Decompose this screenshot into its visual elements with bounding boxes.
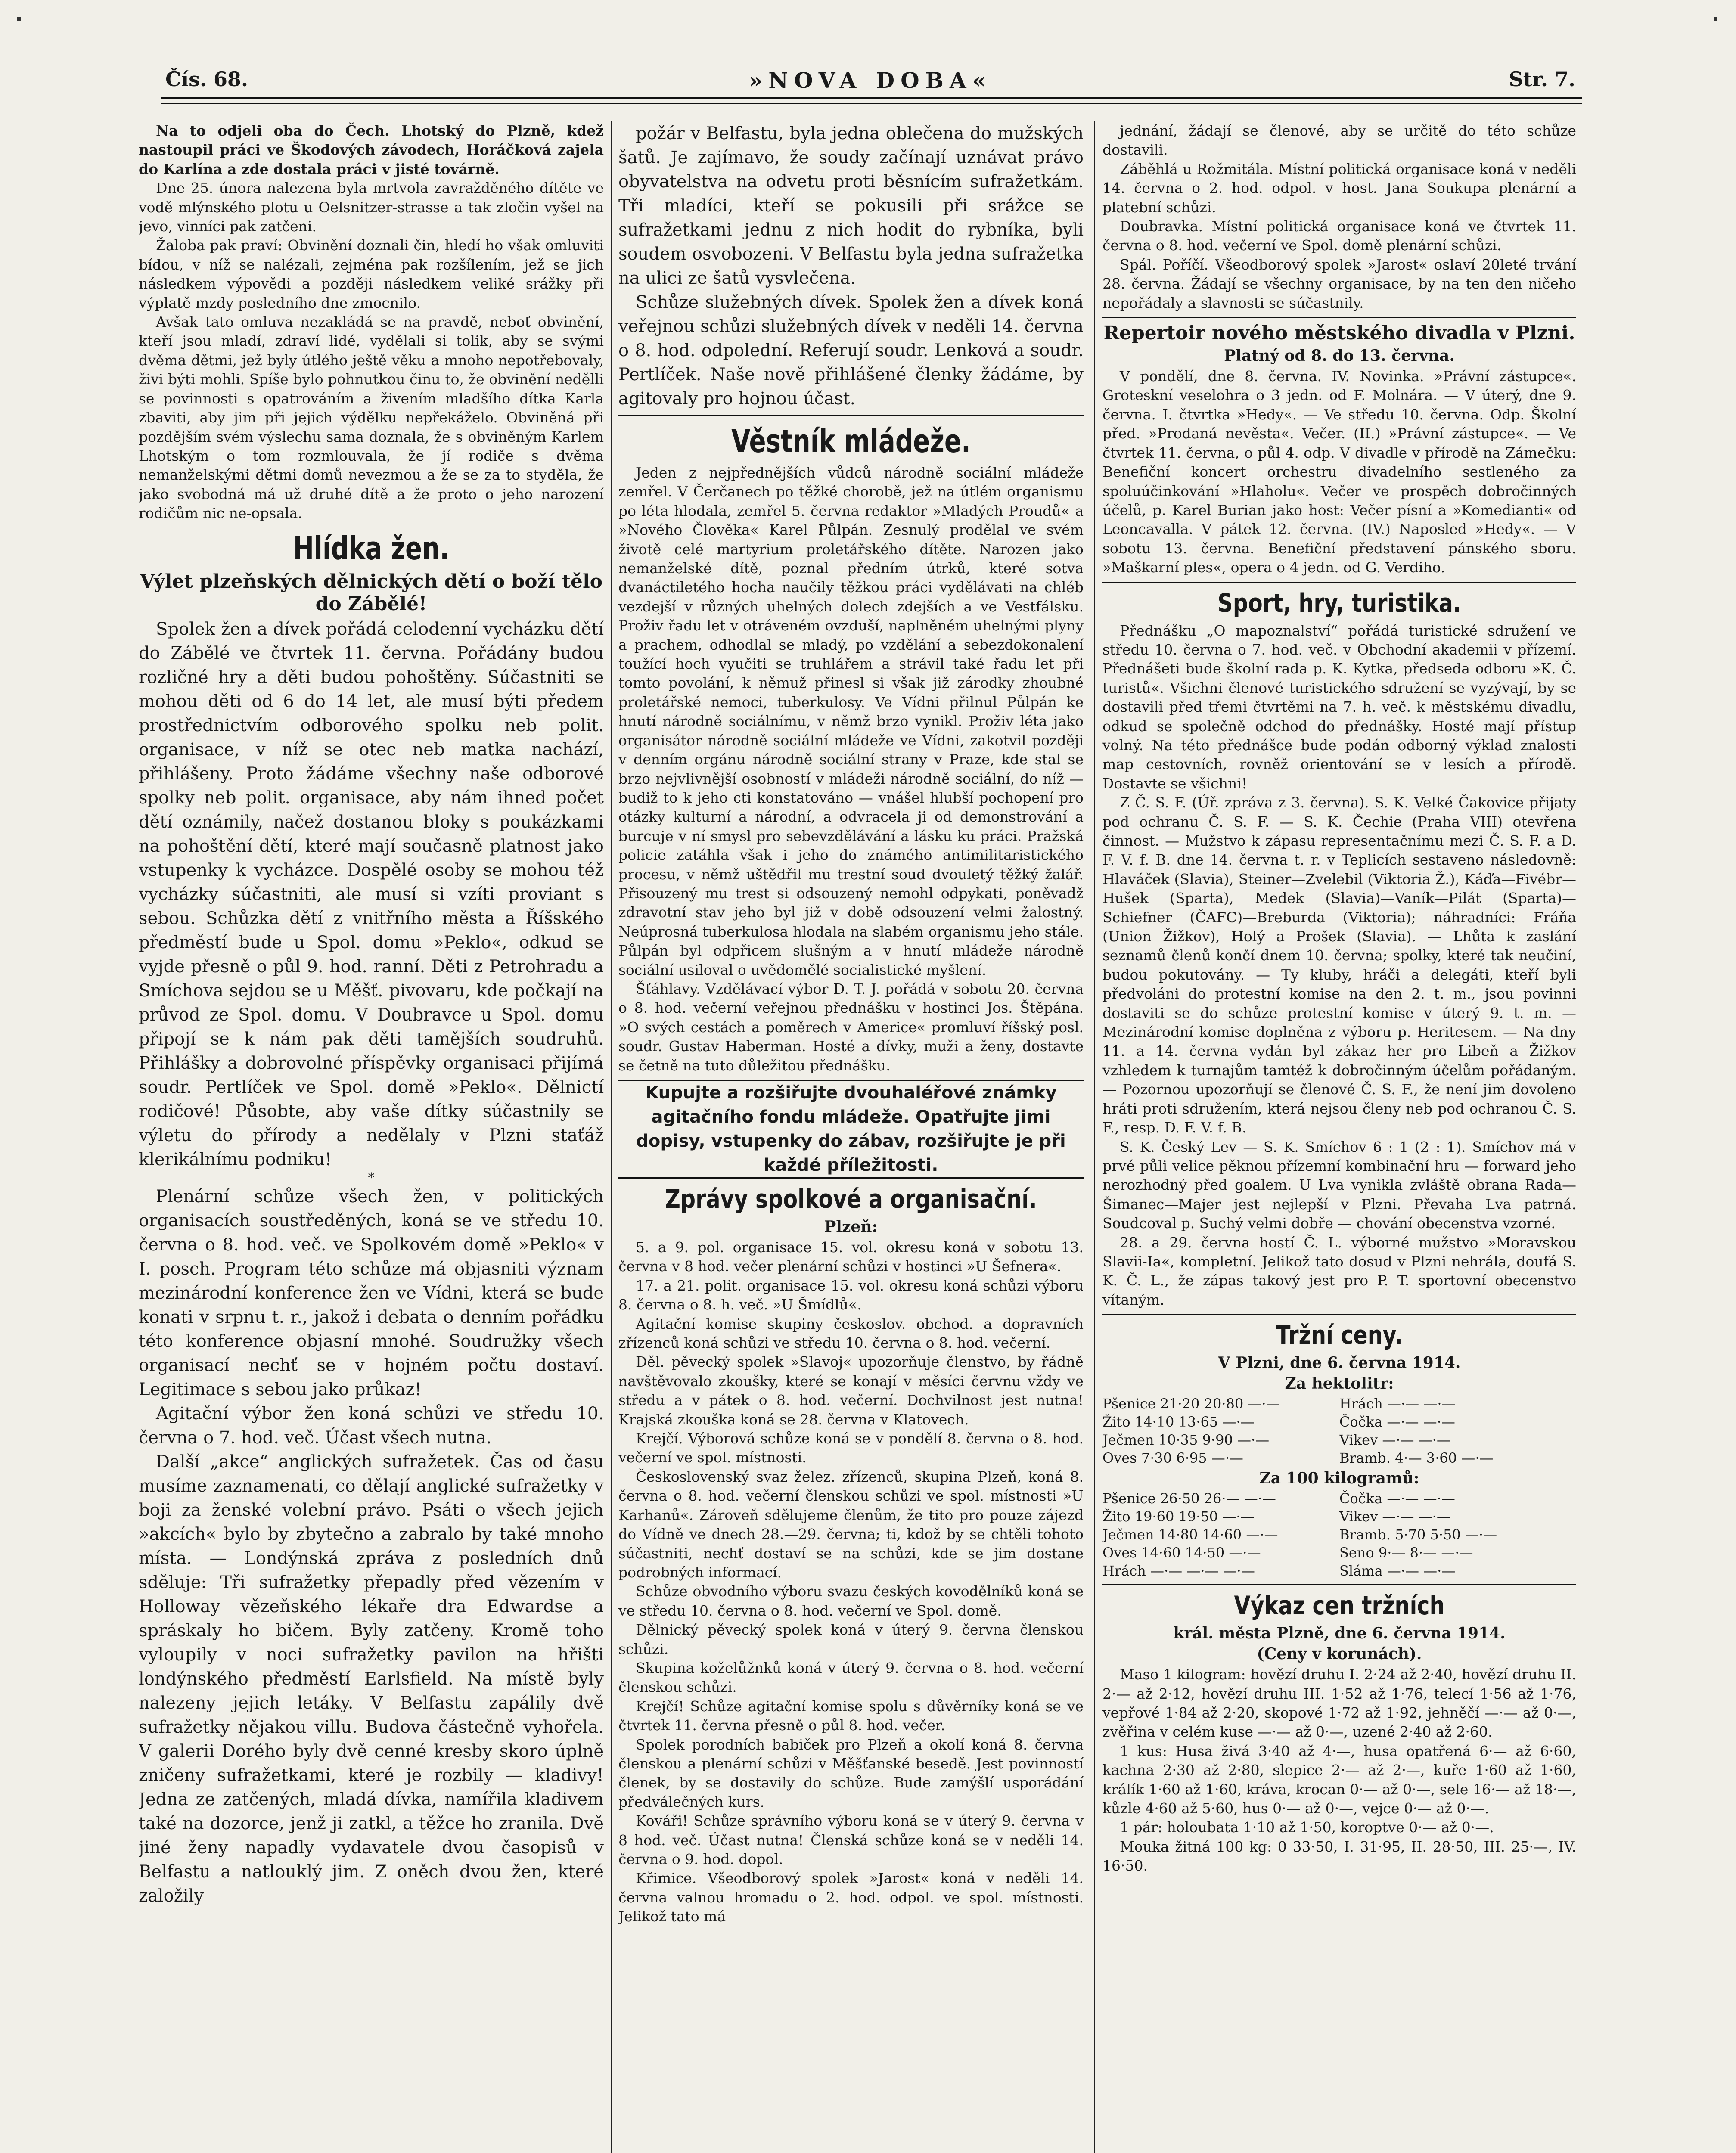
price-table-100kg	[1102, 1489, 1576, 1580]
price-row: Čočka —·— —·—	[1339, 1414, 1455, 1430]
subheading-date: V Plzni, dne 6. června 1914.	[1218, 1354, 1461, 1372]
price-row: Čočka —·— —·—	[1339, 1490, 1455, 1507]
price-row: Žito 14·10 13·65 —·—	[1102, 1414, 1255, 1430]
paragraph: Šťáhlavy. Vzdělávací výbor D. T. J. pořádá v sobotu 20. června o 8. hod. večerní veřejnou přednášku v hostinci Jos. Štěpána. »O svých cestách a poměrech v Americe« promluví říšský posl. soudr. Gustav Haberman. Hosté a dívky, muži a ženy, dostavte se četně na tuto důležitou přednášku.	[618, 980, 1084, 1074]
page-number: Str. 7.	[1509, 68, 1575, 91]
masthead	[165, 68, 1575, 98]
scan-registration-mark	[17, 17, 21, 21]
paragraph: Skupina koželůžnků koná v úterý 9. června o 8. hod. večerní členskou schůzi.	[618, 1659, 1084, 1696]
paragraph: Avšak tato omluva nezakládá se na pravdě, neboť obvinění, kteří jsou mladí, zdraví lidé, vydělali si tolik, aby se svými dvěma dětmi, jež byly útlého ještě věku a mnoho nepotřebovaly, živi býti mohli. Spíše bylo pohnutkou činu to, že obvinění nedělli se povinnosti s opatrováním a živením mladšího dítka Karla zbaviti, aby jim při jejich výdělku nepřekáželo. Obviněná při pozdějším svém výslechu sama doznala, že s obviněným Karlem Lhotským o tom rozmlouvala, že jí rodiče s dvěma nemanželskými dětmi domů nevezmou a že se za to styděla, že jako svobodná má už druhé dítě a že proto o jeho narození rodičům nic ne-opsala.	[139, 313, 604, 522]
subheading-100kg: Za 100 kilogramů:	[1259, 1469, 1419, 1488]
price-row: Oves 14·60 14·50 —·—	[1102, 1545, 1261, 1561]
price-row: Oves 7·30 6·95 —·—	[1102, 1450, 1243, 1467]
price-row: Pšenice 26·50 26·— —·—	[1102, 1490, 1276, 1507]
column-1	[139, 121, 604, 2153]
paragraph: Spolek porodních babiček pro Plzeň a okolí koná 8. června členskou a plenární schůzi v Měšťanské besedě. Jest povinností členek, by se dostavily do schůze. Bude zamýšlí usporádání předválečných kurs.	[618, 1736, 1084, 1810]
paragraph: Dělnický pěvecký spolek koná v úterý 9. června členskou schůzi.	[618, 1621, 1084, 1657]
paragraph: Agitační komise skupiny českoslov. obchod. a dopravních zřízenců koná schůzi ve středu 10. června o 8. hod. večerní.	[618, 1315, 1084, 1352]
paragraph: Jeden z nejpřednějších vůdců národně sociální mládeže zemřel. V Čerčanech po těžké chorobě, jež na útlém organismu po léta hlodala, zemřel 5. června redaktor »Mladých Proudů« a »Nového Člověka« Karel Půlpán. Zesnulý prodělal ve svém životě celé martyrium proletářského dítěte. Narozen jako nemanželské dítě, poznal předním útrků, které sotva dvanáctiletého hocha naučily těžkou práci vydělávati na chléb vezdejší v různých uhelných dolech zdejších a ve Vestfálsku. Proživ řadu let v otráveném ovzduší, naplněném uhelnými plyny a prachem, odhodlal se mladý, po vzdělání a sebezdokonalení toužící hoch vyučiti se truhlářem a strávil také řadu let při tomto povolání, k němuž přinesl si však již zárodky zhoubné proletářské nemoci, tuberkulosy. Ve Vídni přilnul Půlpán ke hnutí národně sociálnímu, v němž brzo vynikl. Proživ léta jako organisátor národně sociální mládeže ve Vídni, zakotvil později v denním orgánu národně sociální strany v Praze, kde stal se brzo nejvlivnější osobností v mládeži národně sociální, do níž — budiž to k jeho cti konstatováno — vnášel hlubší pochopení pro otázky kulturní a národní, a odvracela ji od demonstrování a burcuje v ní smysl pro sebevzdělávání a lásku ku práci. Pražská policie zatáhla však i jeho do známého antimilitaristického procesu, v němž uštědřil mu trestní soud dvouletý těžký žalář. Přisouzený mu trest si odsouzený nemohl odpykati, poněvadž zdravotní stav jeho byl již v době odsouzení velmi žalostný. Neúprosná tuberkulosa hlodala na slabém organismu jeho stále. Půlpán byl odpřicem slušným a v hnutí mládeže národně sociální usiloval o uvědomělé socialistické myšlení.	[618, 464, 1084, 978]
paragraph: 17. a 21. polit. organisace 15. vol. okresu koná schůzi výboru 8. června o 8. h. več. »U Šmídlů«.	[618, 1277, 1084, 1313]
price-row: Vikev —·— —·—	[1339, 1432, 1450, 1449]
price-table-hektolitr	[1102, 1395, 1576, 1467]
paragraph: Agitační výbor žen koná schůzi ve středu 10. června o 7. hod. več. Účast všech nutna.	[139, 1403, 604, 1448]
paragraph: Další „akce“ anglických sufražetek. Čas od času musíme zaznamenati, co dělají anglické sufražetky v boji za ženské volební právo. Psáti o všech jejich »akcích« bylo by zbytečno a zabralo by také mnoho místa. — Londýnská zpráva z posledních dnů sděluje: Tři sufražetky přepadly před vězením v Holloway vězeňského lékaře dra Edwardse a spráskaly ho bičem. Byly zatčeny. Kromě toho vyloupily v noci sufražetky pavilon na hřišti londýnského předměstí Earlsfield. Na místě byly nalezeny jejich letáky. V Belfastu zapálily dvě sufražetky nějakou villu. Budova částečně vyhořela. V galerii Dorého byly dvě cenné kresby skoro úplně zničeny sufražetkami, které je rozbily — kladivy! Jedna ze zatčených, mladá dívka, namířila kladivem také na dozorce, jenž ji zatkl, a těžce ho zranila. Dvě jiné ženy napadly vydavatele dvou časopisů v Belfastu a natlouklý jim. Z oněch dvou žen, které založily	[139, 1452, 604, 1906]
article-heading-vylet: Výlet plzeňských dělnických dětí o boží tělo do Zábělé!	[140, 570, 603, 615]
section-heading-vestnik-mladeze: Věstník mládeže.	[731, 423, 971, 460]
price-table-right	[1339, 1489, 1576, 1580]
paragraph: Kováři! Schůze správního výboru koná se v úterý 9. června v 8 hod. več. Účast nutna! Členská schůze koná se v neděli 14. června o 9. hod. dopol.	[618, 1812, 1084, 1868]
price-row: Ječmen 14·80 14·60 —·—	[1102, 1526, 1278, 1543]
price-row: Žito 19·60 19·50 —·—	[1102, 1508, 1255, 1525]
price-row: Hrách —·— —·— —·—	[1102, 1563, 1255, 1579]
paragraph: Děl. pěvecký spolek »Slavoj« upozorňuje členstvo, by řádně navštěvovalo zkoušky, které se konají v měsíci červnu vždy ve středu a v pátek o 8. hod. večerní. Dochvilnost jest nutna! Krajská zkouška koná se 28. června v Klatovech.	[618, 1353, 1084, 1428]
scan-registration-mark	[1714, 17, 1717, 21]
paragraph: Dne 25. února nalezena byla mrtvola zavražděného dítěte ve vodě mlýnského plotu u Oelsnitzer-strasse a tak zločin vyšel na jevo, vinníci pak zatčeni.	[139, 180, 604, 235]
paragraph: Schůze obvodního výboru svazu českých kovodělníků koná se ve středu 10. června o 8. hod. večerní ve Spol. domě.	[618, 1583, 1084, 1619]
price-row: Pšenice 21·20 20·80 —·—	[1102, 1396, 1280, 1412]
paragraph: Mouka žitná 100 kg: 0 33·50, I. 31·95, II. 28·50, III. 25·—, IV. 16·50.	[1102, 1838, 1576, 1874]
section-heading-repertoir: Repertoir nového městského divadla v Plzni.	[1103, 322, 1575, 344]
price-row: Bramb. 4·— 3·60 —·—	[1339, 1450, 1494, 1467]
paragraph: Schůze služebných dívek. Spolek žen a dívek koná veřejnou schůzi služebných dívek v neděli 14. června o 8. hod. odpolední. Referují soudr. Lenková a soudr. Pertlíček. Naše nově přihlášené členky žádáme, by agitovaly pro hojnou účast.	[618, 292, 1084, 409]
subheading-hektolitr: Za hektolitr:	[1285, 1374, 1394, 1393]
paragraph: 1 kus: Husa živá 3·40 až 4·—, husa opatřená 6·— až 6·60, kachna 2·30 až 2·80, slepice 2·— až 2·—, kuře 1·60 až 1·60, králík 1·60 až 1·60, kráva, krocan 0·— až 0·—, sele 16·— až 18·—, kůzle 4·60 až 5·60, hus 0·— až 0·—, vejce 0·— až 0·—.	[1102, 1742, 1576, 1817]
price-table-left	[1102, 1489, 1339, 1580]
subheading-platny: Platný od 8. do 13. června.	[1224, 347, 1455, 365]
paragraph: Maso 1 kilogram: hovězí druhu I. 2·24 až 2·40, hovězí druhu II. 2·— až 2·12, hovězí druhu III. 1·52 až 1·76, telecí 1·56 až 1·76, vepřové 1·84 až 2·20, skopové 1·72 až 1·92, jehněčí —·— až 0·—, zvěřina v celém kuse —·— až 0·—, uzené 2·40 až 2·60.	[1102, 1666, 1576, 1740]
paragraph: Z Č. S. F. (Úř. zpráva z 3. června). S. K. Velké Čakovice přijaty pod ochranu Č. S. F. — S. K. Čechie (Praha VIII) otevřena činnost. — Mužstvo k zápasu representačnímu mezi Č. S. F. a D. F. V. f. B. dne 14. června t. r. v Teplicích sestaveno následovně: Hlaváček (Slavia), Steiner—Zvelebil (Viktoria Ž.), Káďa—Fivébr—Hušek (Sparta), Medek (Slavia)—Vaník—Pilát (Sparta)—Schiefner (ČAFC)—Breburda (Viktoria); náhradníci: Fráňa (Union Žižkov), Holý a Prošek (Slavia). — Lhůta k zaslání seznamů členů končí dnem 10. června; spolky, které tak neučiní, budou pokutovány. — Ty kluby, hráči a delegáti, kteří byli předvoláni do protestní komise na den 2. t. m., jsou povinni dostaviti se do schůze protestní komise v úterý 9. t. m. — Mezinárodní komise doplněna z výboru p. Heritesem. — Na dny 11. a 14. června vydán byl zákaz her pro Libeň a Žižkov vzhledem k turnajům tamtéž k dobročinným účelům pořádaným. — Pozornou upozorňují se členové Č. S. F., že není jim dovoleno hráti proti sdružením, která nejsou členy neb pod ochranou Č. S. F., resp. D. F. V. f. B.	[1102, 794, 1576, 1136]
column-divider	[611, 121, 612, 2153]
column-2	[618, 121, 1084, 2153]
price-row: Sláma —·— —·—	[1339, 1563, 1456, 1579]
price-table-left	[1102, 1395, 1339, 1467]
price-row: Bramb. 5·70 5·50 —·—	[1339, 1526, 1497, 1543]
paragraph: Spál. Poříčí. Všeodborový spolek »Jarost« oslaví 20leté trvání 28. června. Žádají se všechny organisace, by na ten den ničeho nepořádaly a slavnosti se súčastnily.	[1102, 256, 1576, 311]
paragraph: Přednášku „O mapoznalství“ pořádá turistické sdružení ve středu 10. června o 7. hod. več. v Obchodní akademii v přízemí. Přednášeti bude školní rada p. K. Kytka, předseda odboru »K. Č. turistů«. Všichni členové turistického sdružení se vyzývají, by se dostavili před třemi čtvrtěmi na 7. h. več. k městskému divadlu, odkud se společně odchod do přednášky. Hosté mají přístup volný. Na této přednášce bude podán odborný výklad znalosti map cestovních, rovněž orientování se v lesích a přírodě. Dostavte se všichni!	[1102, 622, 1576, 792]
subheading-ceny: (Ceny v korunách).	[1257, 1645, 1422, 1663]
divider	[1102, 582, 1576, 583]
price-table-right	[1339, 1395, 1576, 1467]
issue-number: Čís. 68.	[165, 68, 248, 91]
column-divider	[1094, 121, 1095, 2153]
separator-star: *	[368, 1170, 375, 1185]
paragraph: 5. a 9. pol. organisace 15. vol. okresu koná v sobotu 13. června v 8 hod. večer plenární schůzi v hostinci »U Šefnera«.	[618, 1239, 1084, 1275]
paragraph: Krejčí! Schůze agitační komise spolu s důvěrníky koná se ve čtvrtek 11. června přesně o půl 8. hod. večer.	[618, 1697, 1084, 1734]
paragraph: Krejčí. Výborová schůze koná se v pondělí 8. června o 8. hod. večerní ve spol. místnosti.	[618, 1430, 1084, 1466]
column-3	[1102, 121, 1576, 2153]
section-heading-sport: Sport, hry, turistika.	[1217, 588, 1461, 618]
divider	[1102, 1584, 1576, 1585]
price-row: Ječmen 10·35 9·90 —·—	[1102, 1432, 1270, 1449]
paragraph: Křimice. Všeodborový spolek »Jarost« koná v neděli 14. června valnou hromadu o 2. hod. odpol. ve spol. místnosti. Jelikož tato má	[618, 1870, 1084, 1925]
agitation-banner: Kupujte a rozšiřujte dvouhaléřové známky agitačního fondu mládeže. Opatřujte jimi dopisy, vstupenky do zábav, rozšiřujte je při každé příležitosti.	[618, 1080, 1084, 1179]
subheading-kral: král. města Plzně, dne 6. června 1914.	[1173, 1624, 1506, 1643]
paragraph: Na to odjeli oba do Čech. Lhotský do Plzně, kdež nastoupil práci ve Škodových závodech, Horáčková zajela do Karlína a zde dostala práci v jisté továrně.	[139, 122, 604, 177]
paragraph: Československý svaz želez. zřízenců, skupina Plzeň, koná 8. června o 8. hod. večerní členskou schůzi ve spol. místnosti »U Karhanů«. Zároveň sdělujeme členům, že tito pro pouze zájezd do Vídně ve dnech 28.—29. června; ti, kdož by se chtěli tohoto súčastniti, nechť dostaví se na schůzi, kde se jim dostane podrobných informací.	[618, 1468, 1084, 1581]
section-heading-hlidka-zen: Hlídka žen.	[293, 530, 450, 567]
section-heading-trzni-ceny: Tržní ceny.	[1276, 1320, 1403, 1351]
paragraph: V pondělí, dne 8. června. IV. Novinka. »Právní zástupce«. Groteskní veselohra o 3 jedn. od F. Molnára. — V úterý, dne 9. června. I. čtvrtka »Hedy«. — Ve středu 10. června. Odp. Školní před. »Prodaná nevěsta«. Večer. (II.) »Právní zástupce«. — Ve čtvrtek 11. června, o půl 4. odp. V divadle v přírodě na Zámečku: Benefiční koncert orchestru divadelního sestleného za spoluúčinkování »Hlaholu«. Večer ve prospěch dobročinných účelů, p. Karel Burian jako host: Večer písní a »Komedianti« od Leoncavalla. V pátek 12. června. (IV.) Naposled »Hedy«. — V sobotu 13. června. Benefiční představení pánského sboru. »Maškarní ples«, opera o 4 jedn. od G. Verdiho.	[1102, 368, 1576, 576]
section-heading-vykaz: Výkaz cen tržních	[1234, 1591, 1445, 1621]
newspaper-title: »NOVA DOBA«	[749, 68, 992, 93]
paragraph: Žaloba pak praví: Obvinění doznali čin, hledí ho však omluviti bídou, v níž se nalézali, zejména pak rozšílením, jež se jich následkem výpovědi a později následkem veliké srážky při výplatě mzdy posledního dne zmocnilo.	[139, 237, 604, 311]
divider	[1102, 1314, 1576, 1315]
paragraph: Záběhlá u Rožmitála. Místní politická organisace koná v neděli 14. června o 2. hod. odpol. v host. Jana Soukupa plenární a platební schůzi.	[1102, 160, 1576, 216]
divider	[618, 415, 1084, 416]
paragraph: jednání, žádají se členové, aby se určitě do této schůze dostavili.	[1102, 122, 1576, 158]
paragraph: požár v Belfastu, byla jedna oblečena do mužských šatů. Je zajímavo, že soudy začínají uznávat právo obyvatelstva na odvetu proti běsnícím sufražetkám. Tři mladíci, kteří se pokusili při srážce se sufražetkami jednu z nich hodit do rybníka, byli soudem osvobozeni. V Belfastu byla jedna sufražetka na ulici ze šatů vysvlečena.	[618, 124, 1084, 288]
price-row: Vikev —·— —·—	[1339, 1508, 1450, 1525]
paragraph: 1 pár: holoubata 1·10 až 1·50, koroptve 0·— až 0·—.	[1120, 1819, 1494, 1836]
divider	[1102, 317, 1576, 318]
paragraph: S. K. Český Lev — S. K. Smíchov 6 : 1 (2 : 1). Smíchov má v prvé půli velice pěknou přízemní kombinační hru — forward jeho nerozhodný před goalem. U Lva vynikla zvláště obrana Rada—Šimanec—Majer jest nejlepší v Plzni. Převaha Lva patrná. Soudcoval p. Suchý velmi dobře — chování obecenstva vzorné.	[1102, 1138, 1576, 1232]
price-row: Seno 9·— 8·— —·—	[1339, 1545, 1473, 1561]
header-rule	[161, 97, 1582, 104]
subheading-plzen: Plzeň:	[824, 1218, 878, 1236]
paragraph: Spolek žen a dívek pořádá celodenní vycházku dětí do Zábělé ve čtvrtek 11. června. Pořádány budou rozličné hry a děti budou pohoštěny. Súčastniti se mohou děti od 6 do 14 let, ale musí býti předem prostřednictvím odborového spolku neb polit. organisace, v níž se otec neb matka nachází, přihlášeny. Proto žádáme všechny naše odborové spolky neb polit. organisace, aby nám ihned počet dětí oznámily, načež dostanou bloky s poukázkami na pohoštění dětí, které mají současně platnost jako vstupenky k vycházce. Dospělé osoby se mohou též vycházky súčastniti, ale musí si vzíti proviant s sebou. Schůzka dětí z vnitřního města a Říšského předměstí bude u Spol. domu »Peklo«, odkud se vyjde přesně o půl 9. hod. ranní. Děti z Petrohradu a Smíchova sejdou se u Měšť. pivovaru, kde počkají na průvod ze Spol. domu. V Doubravce u Spol. domu připojí se k nám pak děti tamějších soudruhů. Přihlášky a dobrovolné příspěvky organisaci přijímá soudr. Pertlíček ve Spol. domě »Peklo«. Dělnictí rodičové! Působte, aby vaše dítky súčastnily se výletu do přírody a nedělaly v Plzni staťáž klerikálnímu podniku!	[139, 619, 604, 1170]
paragraph: Plenární schůze všech žen, v politických organisacích soustředěných, koná se ve středu 10. června o 8. hod. več. ve Spolkovém domě »Peklo« v I. posch. Program této schůze má objasniti význam mezinárodní konference žen ve Vídni, která se bude konati v srpnu t. r., jakož i debata o denním pořádku této konference objasní mnohé. Soudružky všech organisací nechť se v hojném počtu dostaví. Legitimace s sebou jako průkaz!	[139, 1186, 604, 1399]
section-heading-zpravy: Zprávy spolkové a organisační.	[665, 1184, 1037, 1214]
price-row: Hrách —·— —·—	[1339, 1396, 1456, 1412]
paragraph: Doubravka. Místní politická organisace koná ve čtvrtek 11. června o 8. hod. večerní ve Spol. domě plenární schůzi.	[1102, 218, 1576, 254]
paragraph: 28. a 29. června hostí Č. L. výborné mužstvo »Moravskou Slavii-Ia«, kompletní. Jelikož tato dosud v Plzni nehrála, doufá S. K. Č. L., že zápas takový jest pro P. T. sportovní obecenstvo vítaným.	[1102, 1234, 1576, 1308]
